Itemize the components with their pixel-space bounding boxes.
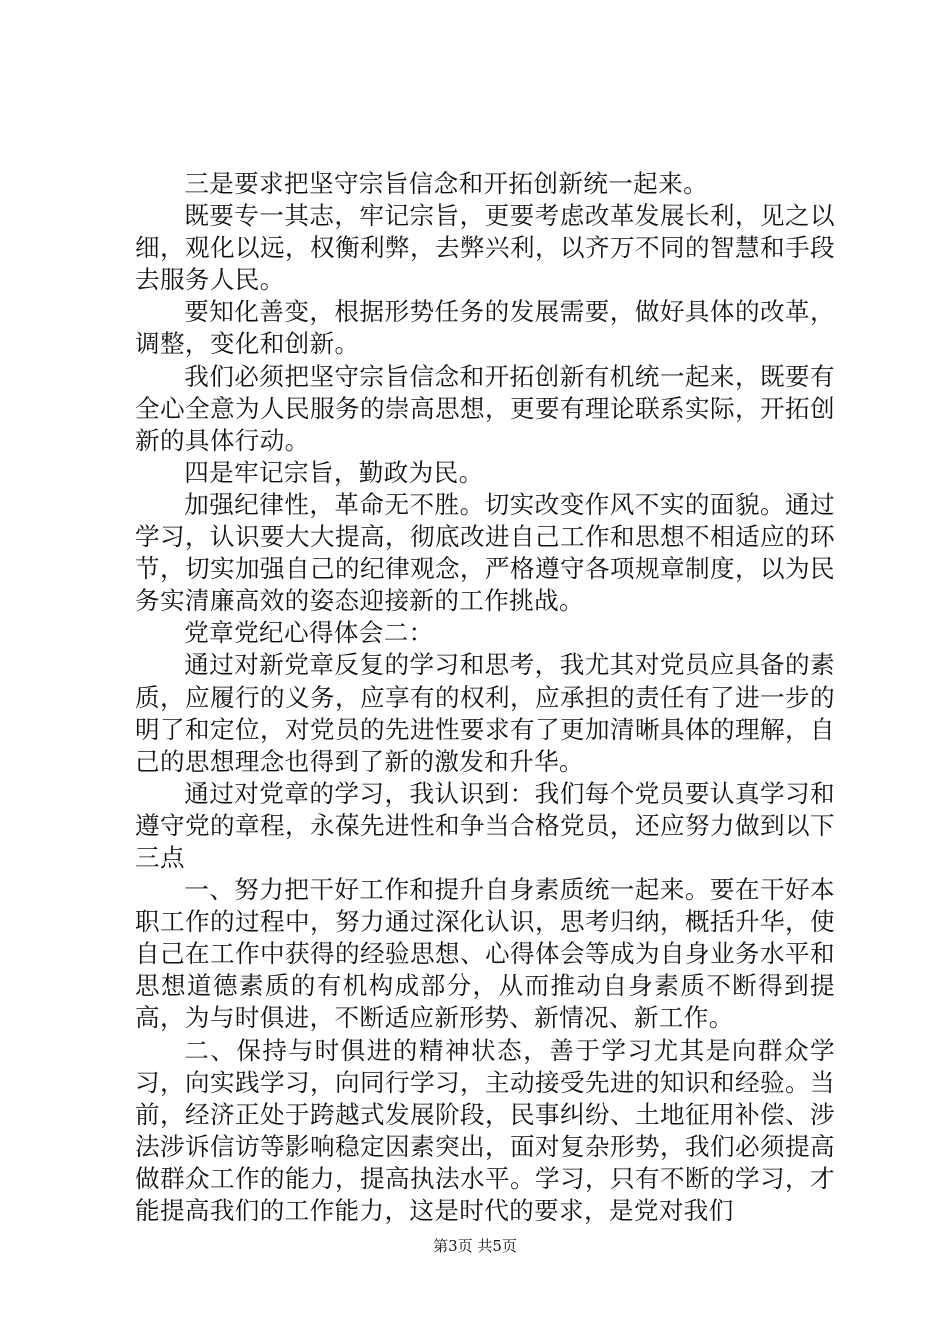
paragraph-1: 三是要求把坚守宗旨信念和开拓创新统一起来。 <box>184 169 709 198</box>
section-heading: 党章党纪心得体会二： <box>184 618 434 648</box>
paragraph-11: 二、保持与时俱进的精神状态，善于学习尤其是向群众学习，向实践学习，向同行学习，主动接受先进的知识和经验。当前，经济正处于跨越式发展阶段，民事纠纷、土地征用补偿、涉法涉诉信访等影响稳定因素突出，面对复杂形势，我们必须提高做群众工作的能力，提高执法水平。学习，只有不断的学习，才能提高我们的工作能力，这是时代的要求，是党对我们 <box>135 1035 835 1225</box>
paragraph-2: 既要专一其志，牢记宗旨，更要考虑改革发展长利，见之以细，观化以远，权衡利弊，去弊兴利，以齐万不同的智慧和手段去服务人民。 <box>135 201 835 295</box>
page-footer: 第3页 共5页 <box>433 1237 517 1255</box>
paragraph-5: 四是牢记宗旨，勤政为民。 <box>184 457 484 487</box>
document-body <box>135 168 835 1227</box>
paragraph-10: 一、努力把干好工作和提升自身素质统一起来。要在干好本职工作的过程中，努力通过深化认识，思考归纳，概括升华，使自己在工作中获得的经验思想、心得体会等成为自身业务水平和思想道德素质的有机构成部分，从而推动自身素质不断得到提高，为与时俱进，不断适应新形势、新情况、新工作。 <box>135 875 835 1033</box>
paragraph-8: 通过对新党章反复的学习和思考，我尤其对党员应具备的素质，应履行的义务，应享有的权利，应承担的责任有了进一步的明了和定位，对党员的先进性要求有了更加清晰具体的理解，自己的思想理念也得到了新的激发和升华。 <box>135 650 835 776</box>
paragraph-9: 通过对党章的学习，我认识到：我们每个党员要认真学习和遵守党的章程，永葆先进性和争当合格党员，还应努力做到以下三点 <box>135 778 835 872</box>
paragraph-6: 加强纪律性，革命无不胜。切实改变作风不实的面貌。通过学习，认识要大大提高，彻底改进自己工作和思想不相适应的环节，切实加强自己的纪律观念，严格遵守各项规章制度，以为民务实清廉高效的姿态迎接新的工作挑战。 <box>135 489 835 616</box>
paragraph-4: 我们必须把坚守宗旨信念和开拓创新有机统一起来，既要有全心全意为人民服务的崇高思想，更要有理论联系实际，开拓创新的具体行动。 <box>135 361 835 455</box>
paragraph-3: 要知化善变，根据形势任务的发展需要，做好具体的改革，调整，变化和创新。 <box>135 297 835 359</box>
